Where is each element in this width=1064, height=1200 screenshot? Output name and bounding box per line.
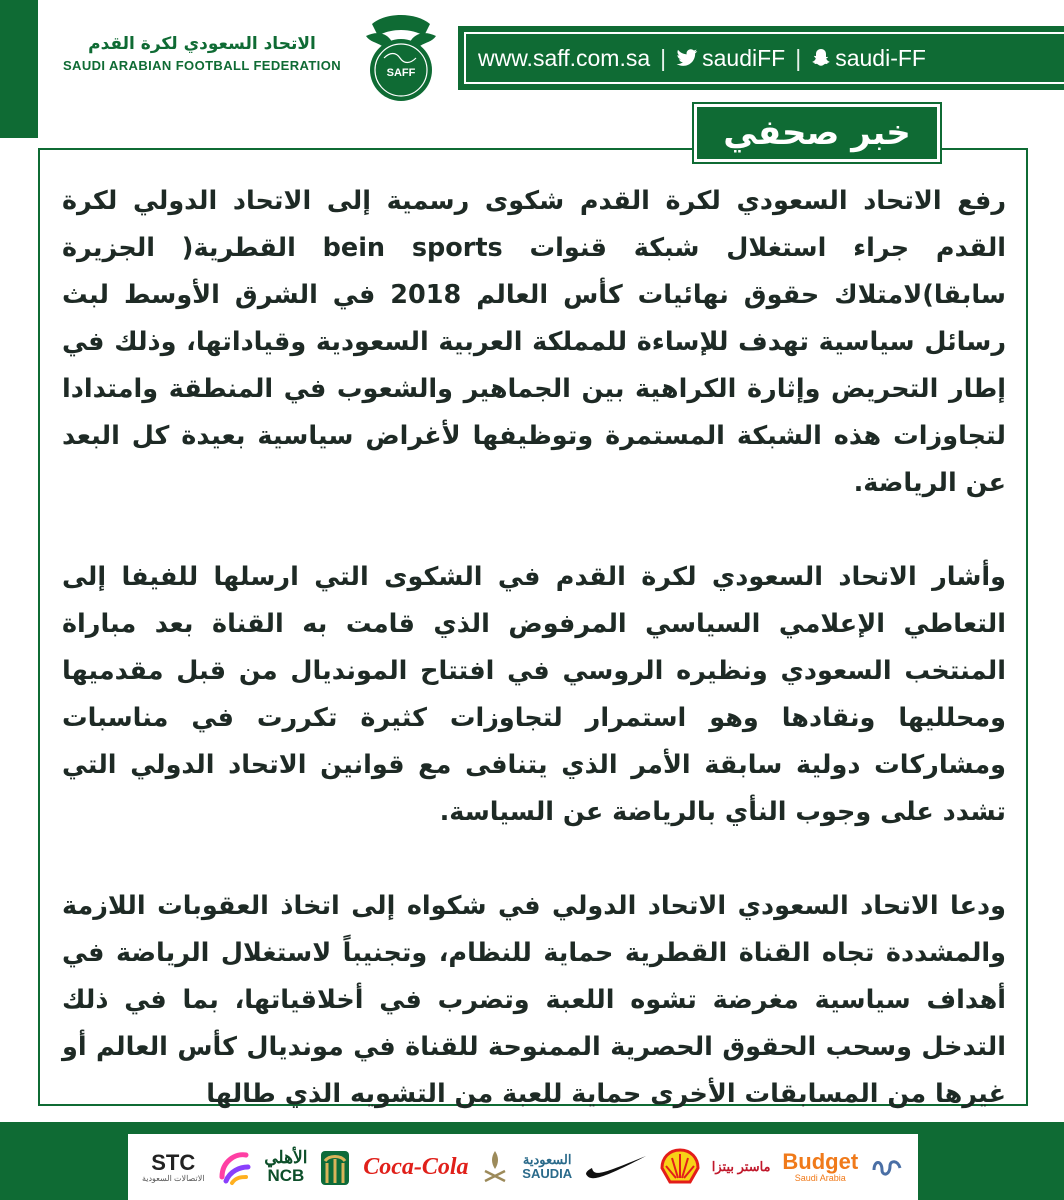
federation-name-ar: الاتحاد السعودي لكرة القدم bbox=[88, 34, 316, 54]
sponsor-stc bbox=[141, 1149, 205, 1183]
stc-logo-text: STC bbox=[151, 1149, 196, 1175]
article-body bbox=[62, 178, 1006, 1118]
ncb-en: NCB bbox=[267, 1166, 305, 1185]
sponsor-strip bbox=[128, 1134, 918, 1200]
twitter-icon bbox=[676, 48, 698, 68]
paragraph-1: رفع الاتحاد السعودي لكرة القدم شكوى رسمية إلى الاتحاد الدولي لكرة القدم جراء استغلال شبكة قنوات bein sports القطرية( الجزيرة سابقا)لامتلاك حقوق نهائيات كأس العالم 2018 في الشرق الأوسط لبث رسائل سياسية تهدف للإساءة للمملكة العربية السعودية وقياداتها، وذلك في إطار التحريض وإثارة الكراهية بين الجماهير والشعوب في المنطقة وامتدادا لتجاوزات هذه الشبكة المستمرة وتوظيفها لأغراض سياسية بعيدة كل البعد عن الرياضة. bbox=[62, 186, 1007, 498]
sponsor-cocacola bbox=[363, 1154, 468, 1181]
cocacola-logo-text: Coca-Cola bbox=[363, 1153, 469, 1180]
federation-name-en: SAUDI ARABIAN FOOTBALL FEDERATION bbox=[62, 58, 341, 73]
budget-logo-text: Budget bbox=[782, 1149, 859, 1174]
stc-swirl-icon bbox=[216, 1147, 252, 1187]
logo-text: SAFF bbox=[386, 67, 416, 79]
nike-swoosh-icon bbox=[584, 1152, 648, 1182]
saudi-emblem-icon bbox=[480, 1147, 510, 1187]
sponsor-mapizza bbox=[712, 1160, 771, 1174]
budget-subtitle: Saudi Arabia bbox=[794, 1173, 846, 1183]
ncb-ar: الأهلي bbox=[264, 1148, 308, 1167]
snapchat-handle: saudi-FF bbox=[835, 44, 926, 71]
header bbox=[0, 0, 1064, 110]
snapchat-icon bbox=[811, 48, 831, 68]
mapizza-text: ماستر بيتزا bbox=[711, 1159, 771, 1174]
sponsor-ncb bbox=[264, 1149, 307, 1185]
sponsor-budget bbox=[782, 1151, 858, 1183]
twitter-handle: saudiFF bbox=[702, 44, 786, 71]
stc-subtitle: الاتصالات السعودية bbox=[141, 1173, 205, 1183]
federation-name bbox=[52, 34, 352, 73]
paragraph-2: وأشار الاتحاد السعودي لكرة القدم في الشكوى التي ارسلها للفيفا إلى التعاطي الإعلامي السياسي المرفوض الذي قامت به القناة بعد مباراة المنتخب السعودي ونظيره الروسي في افتتاح المونديال من قبل مقدميها ومحلليها ونقادها وهو استمرار لتجاوزات كثيرة تكررت في مناسبات ومشاركات دولية سابقة الأمر الذي يتنافى مع قوانين الاتحاد الدولي التي تشدد على وجوب النأي بالرياضة عن السياسة. bbox=[62, 562, 1006, 827]
saudia-en: SAUDIA bbox=[522, 1166, 573, 1181]
saudia-ar: السعودية bbox=[522, 1152, 572, 1167]
title-box bbox=[694, 104, 940, 162]
website-link[interactable]: www.saff.com.sa bbox=[478, 44, 651, 71]
ncb-palm-icon bbox=[319, 1147, 351, 1187]
separator: | bbox=[660, 44, 667, 71]
sponsor-saudia bbox=[522, 1153, 572, 1181]
footer bbox=[0, 1122, 1064, 1200]
separator: | bbox=[795, 44, 802, 71]
twitter-link[interactable] bbox=[676, 45, 785, 72]
social-bar bbox=[458, 26, 1064, 90]
paragraph-3: ودعا الاتحاد السعودي الاتحاد الدولي في شكواه إلى اتخاذ العقوبات اللازمة والمشددة تجاه القناة القطرية حماية للنظام، وتجنيباً لاستغلال الرياضة في أهداف سياسية مغرضة تشوه اللعبة وتضرب في أخلاقياتها، بما في ذلك التدخل وسحب الحقوق الحصرية الممنوحة للقناة في مونديال كأس العالم أو غيرها من المسابقات الأخرى حماية للعبة من التشويه الذي طالها bbox=[62, 891, 1006, 1109]
sponsor-mark-icon bbox=[870, 1152, 904, 1182]
snapchat-link[interactable] bbox=[811, 45, 926, 72]
page-title: خبر صحفي bbox=[723, 113, 911, 153]
shell-icon bbox=[660, 1148, 700, 1186]
saff-logo-icon bbox=[358, 6, 444, 106]
